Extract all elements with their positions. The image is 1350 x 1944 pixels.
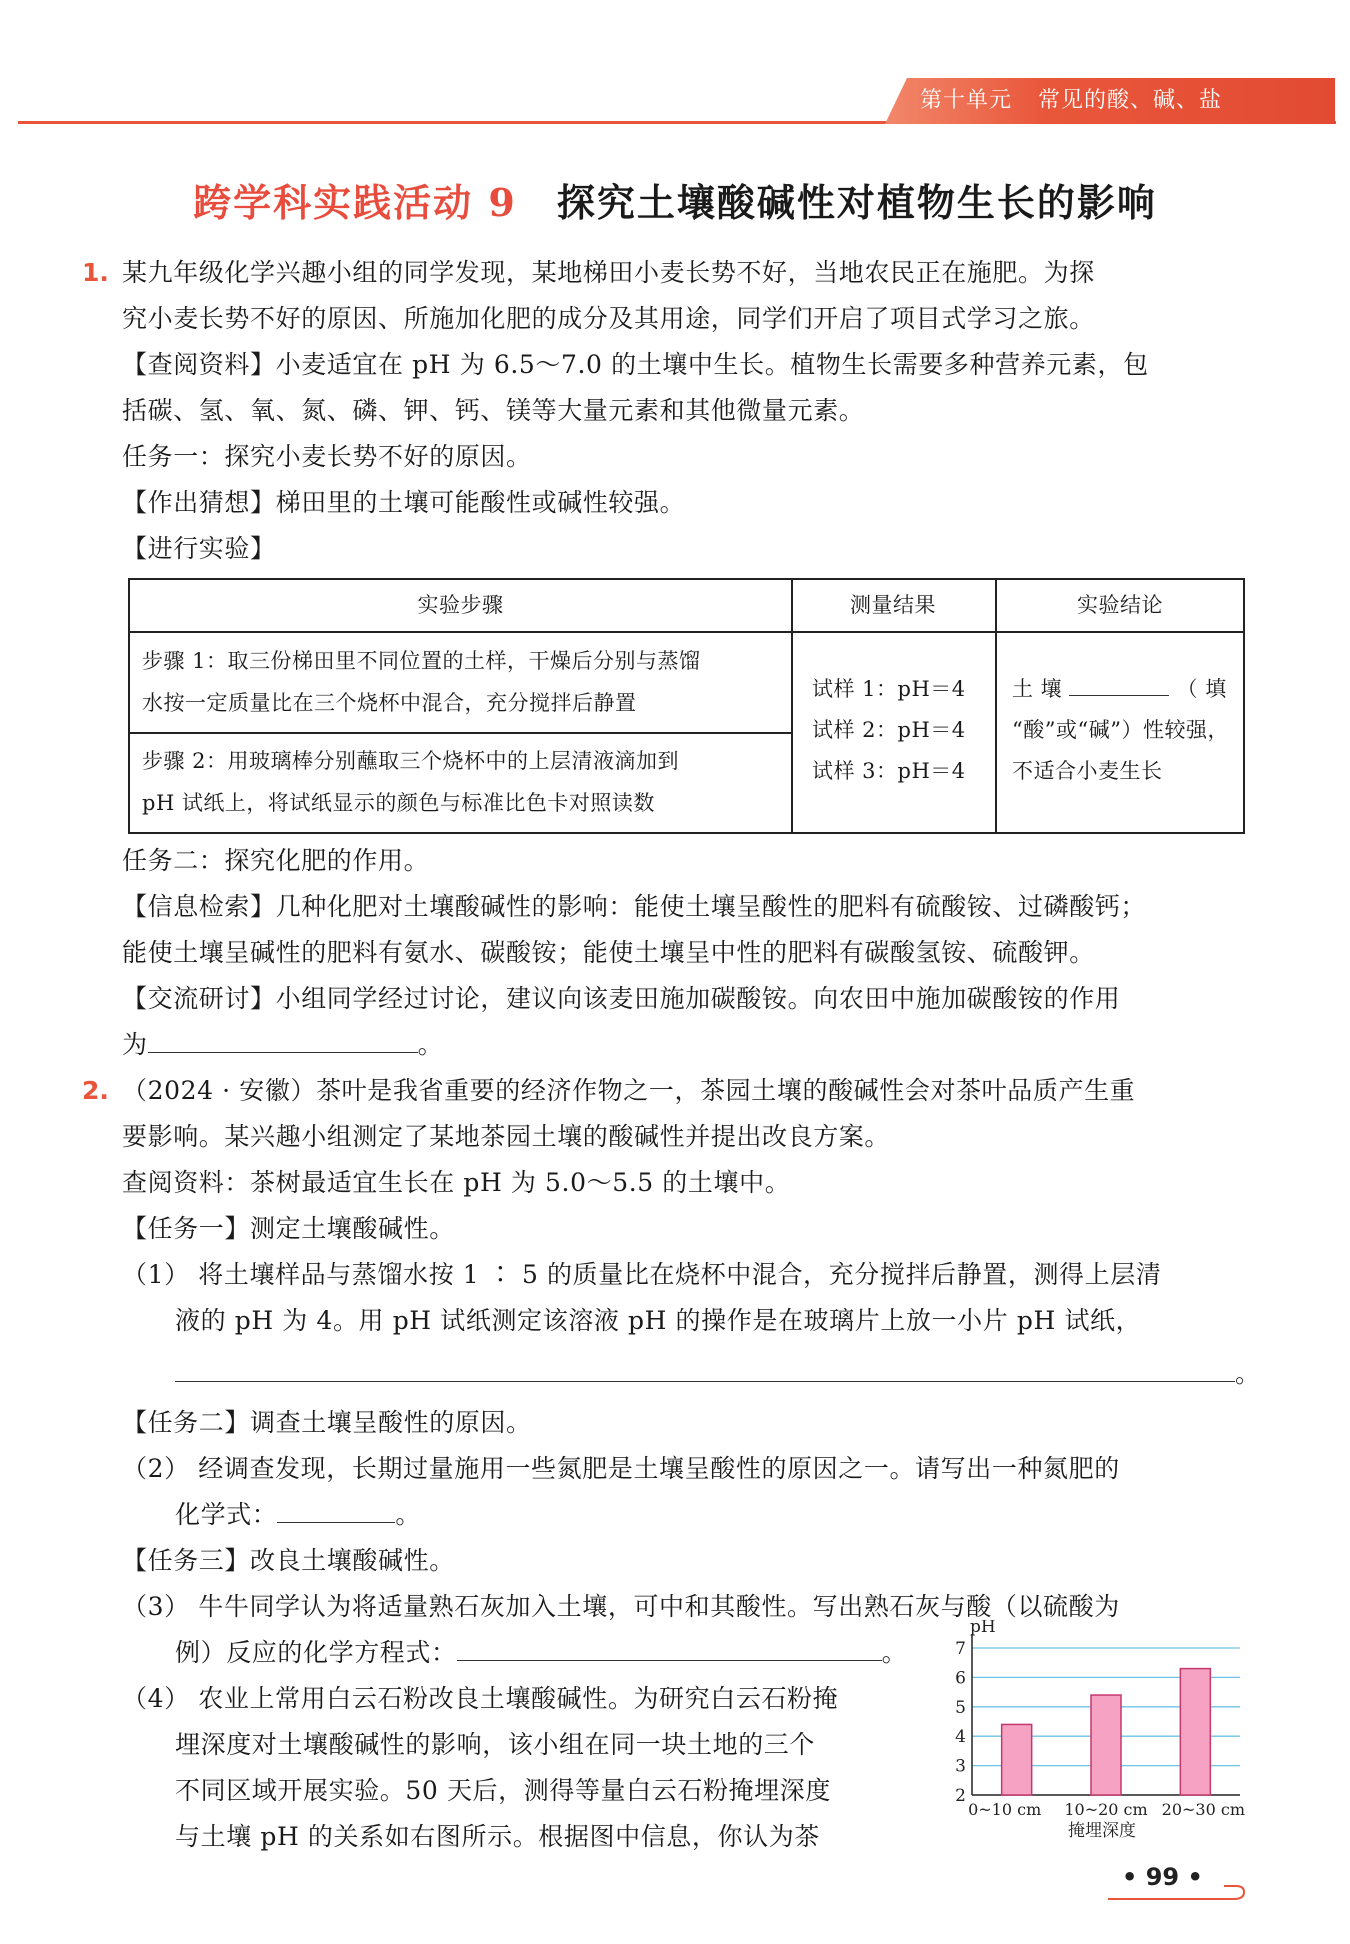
unit-label: 第十单元 [920, 88, 1013, 113]
q1-line: 任务一：探究小麦长势不好的原因。 [122, 442, 532, 471]
conclusion-text [1012, 670, 1227, 708]
q2-line: 要影响。某兴趣小组测定了某地茶园土壤的酸碱性并提出改良方案。 [122, 1122, 891, 1151]
unit-topic: 常见的酸、碱、盐 [1038, 88, 1223, 113]
table-header-result: 测量结果 [850, 593, 936, 617]
y-tick-label: 4 [955, 1727, 966, 1748]
q2-line: 埋深度对土壤酸碱性的影响，该小组在同一块土地的三个 [175, 1730, 816, 1759]
step-1-text: 步骤 1：取三份梯田里不同位置的土样，干燥后分别与蒸馏 [142, 649, 701, 673]
page-number: • 99 • [1122, 1863, 1203, 1891]
q1-line: 能使土壤呈碱性的肥料有氨水、碳酸铵；能使土壤呈中性的肥料有碳酸氢铵、硫酸钾。 [122, 938, 1095, 967]
title-prefix: 跨学科实践活动 9 [193, 180, 517, 225]
q2-line: （1） 将土壤样品与蒸馏水按 1 ∶ 5 的质量比在烧杯中混合，充分搅拌后静置，测得上层清 [122, 1260, 1162, 1289]
answer-blank[interactable] [175, 1355, 1235, 1382]
answer-blank[interactable] [148, 1026, 418, 1053]
step-1-text: 水按一定质量比在三个烧杯中混合，充分搅拌后静置 [142, 691, 637, 715]
period: 。 [1235, 1359, 1261, 1388]
title-main: 探究土壤酸碱性对植物生长的影响 [556, 180, 1157, 225]
page-title [0, 172, 1350, 227]
q1-line: 某九年级化学兴趣小组的同学发现，某地梯田小麦长势不好，当地农民正在施肥。为探 [122, 258, 1095, 287]
period: 。 [417, 1030, 444, 1059]
bar [1091, 1695, 1121, 1795]
answer-blank[interactable] [457, 1634, 882, 1661]
q2-answer-prefix: 例）反应的化学方程式： [175, 1638, 457, 1667]
table-header-steps: 实验步骤 [417, 593, 504, 617]
bar [1002, 1724, 1032, 1795]
q2-answer-line [175, 1355, 1261, 1393]
q1-line: 【作出猜想】梯田里的土壤可能酸性或碱性较强。 [122, 488, 686, 517]
q2-line: 与土壤 pH 的关系如右图所示。根据图中信息，你认为茶 [175, 1822, 820, 1851]
q2-line: 【任务一】测定土壤酸碱性。 [122, 1214, 455, 1243]
y-tick-label: 2 [955, 1786, 966, 1806]
step-2-text: pH 试纸上，将试纸显示的颜色与标准比色卡对照读数 [142, 791, 655, 815]
conclusion-text: “酸”或“碱”）性较强， [1012, 718, 1229, 742]
y-tick-label: 5 [955, 1697, 966, 1718]
q2-line: 【任务二】调查土壤呈酸性的原因。 [122, 1408, 532, 1437]
result-sample-2: 试样 2：pH＝4 [812, 718, 966, 742]
answer-blank[interactable] [1069, 673, 1169, 696]
page-curl-icon [1214, 1882, 1248, 1904]
y-tick-label: 6 [955, 1668, 966, 1689]
q1-line: 任务二：探究化肥的作用。 [122, 846, 430, 875]
q1-line: 【信息检索】几种化肥对土壤酸碱性的影响：能使土壤呈酸性的肥料有硫酸铵、过磷酸钙； [122, 892, 1147, 921]
answer-blank[interactable] [277, 1496, 395, 1523]
x-tick-label: 20~30 cm [1161, 1800, 1246, 1819]
q2-answer-line [175, 1496, 421, 1534]
q2-line: （2024 · 安徽）茶叶是我省重要的经济作物之一，茶园土壤的酸碱性会对茶叶品质产生重 [122, 1076, 1136, 1105]
question-2-number: 2. [82, 1076, 109, 1105]
y-tick-label: 7 [955, 1639, 966, 1659]
period: 。 [395, 1500, 422, 1529]
x-axis-label: 掩埋深度 [1068, 1821, 1136, 1840]
q1-line: 【交流研讨】小组同学经过讨论，建议向该麦田施加碳酸铵。向农田中施加碳酸铵的作用 [122, 984, 1121, 1013]
y-axis-label: pH [970, 1620, 996, 1637]
period: 。 [881, 1638, 908, 1667]
q1-answer-line [122, 1026, 443, 1064]
q2-line: （3） 牛牛同学认为将适量熟石灰加入土壤，可中和其酸性。写出熟石灰与酸（以硫酸为 [122, 1592, 1120, 1621]
q2-answer-line [175, 1634, 907, 1672]
q2-line: 查阅资料：茶树最适宜生长在 pH 为 5.0～5.5 的土壤中。 [122, 1168, 791, 1197]
q2-line: （2） 经调查发现，长期过量施用一些氮肥是土壤呈酸性的原因之一。请写出一种氮肥的 [122, 1454, 1120, 1483]
q2-answer-prefix: 化学式： [175, 1500, 278, 1529]
footer-rule [1108, 1898, 1220, 1900]
q1-line: 究小麦长势不好的原因、所施加化肥的成分及其用途，同学们开启了项目式学习之旅。 [122, 304, 1095, 333]
q1-answer-prefix: 为 [122, 1030, 148, 1059]
q2-line: 液的 pH 为 4。用 pH 试纸测定该溶液 pH 的操作是在玻璃片上放一小片 pH 试纸， [175, 1306, 1142, 1335]
step-2-text: 步骤 2：用玻璃棒分别蘸取三个烧杯中的上层清液滴加到 [142, 749, 680, 773]
result-sample-3: 试样 3：pH＝4 [812, 759, 966, 783]
q1-line: 【查阅资料】小麦适宜在 pH 为 6.5～7.0 的土壤中生长。植物生长需要多种营养元素，包 [122, 350, 1149, 379]
conclusion-text: 不适合小麦生长 [1012, 759, 1163, 783]
x-tick-label: 10~20 cm [1064, 1800, 1148, 1819]
conclusion-start: 土 壤 [1012, 677, 1063, 701]
result-sample-1: 试样 1：pH＝4 [812, 677, 966, 701]
q2-line: 不同区域开展实验。50 天后，测得等量白云石粉掩埋深度 [175, 1776, 831, 1805]
q2-line: （4） 农业上常用白云石粉改良土壤酸碱性。为研究白云石粉掩 [122, 1684, 839, 1713]
unit-header [920, 84, 1222, 118]
q1-line: 括碳、氢、氧、氮、磷、钾、钙、镁等大量元素和其他微量元素。 [122, 396, 865, 425]
y-tick-label: 3 [955, 1756, 966, 1777]
experiment-table [128, 578, 1245, 834]
q1-line: 【进行实验】 [122, 534, 276, 563]
conclusion-hint: （ 填 [1176, 677, 1227, 701]
x-tick-label: 0~10 cm [968, 1800, 1042, 1819]
question-1-number: 1. [82, 258, 109, 287]
ph-depth-chart [940, 1620, 1260, 1840]
table-header-conclusion: 实验结论 [1077, 593, 1163, 617]
bar [1180, 1669, 1210, 1795]
q2-line: 【任务三】改良土壤酸碱性。 [122, 1546, 455, 1575]
